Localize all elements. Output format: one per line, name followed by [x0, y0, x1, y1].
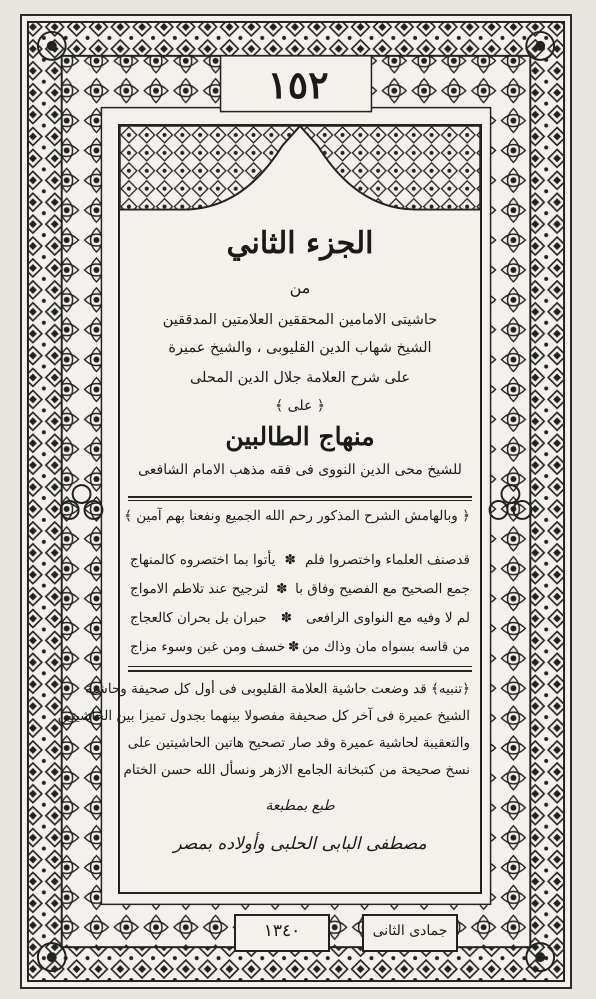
month-box: جمادى الثانى: [362, 914, 458, 952]
title-panel: [57, 124, 482, 894]
authors-line-2: الشيخ شهاب الدين القليوبى ، والشيخ عميرة: [168, 340, 432, 356]
verse-row: [130, 546, 470, 575]
verse-right: قدصنف العلماء واختصروا فلم: [304, 552, 470, 568]
editorial-note: [57, 676, 470, 784]
printed-by: طبع بمطبعة: [265, 798, 335, 814]
note-line: ﴿تنبيه﴾ قد وضعت حاشية العلامة القليوبى فى أول كل صحيفة وحاشية: [85, 681, 470, 697]
connector-ala: ﴿ على ﴾: [275, 398, 325, 414]
title-text: [57, 126, 480, 892]
divider: [128, 670, 472, 672]
verse-separator: ✽: [276, 581, 288, 597]
verse-separator: ✽: [280, 610, 293, 626]
page-number: ١٥٢: [267, 62, 329, 107]
connector-min: من: [289, 278, 311, 297]
verse-separator: ✽: [288, 639, 300, 655]
commentary-line: على شرح العلامة جلال الدين المحلى: [189, 370, 411, 386]
verse-row: [130, 575, 470, 604]
authors-line-1: حاشيتى الامامين المحققين العلامتين المدققين: [162, 312, 438, 328]
verse-row: [130, 604, 470, 633]
note-line: الشيخ عميرة فى آخر كل صحيفة مفصولا بينهما بجدول تميزا بين الحاشيتين: [57, 708, 470, 724]
book-title: الجزء الثاني: [226, 226, 374, 261]
divider: [128, 496, 472, 498]
divider: [128, 500, 472, 501]
main-work-title: منهاج الطالبين: [225, 422, 375, 451]
author-line: للشيخ محى الدين النووى فى فقه مذهب الامام الشافعى: [138, 462, 462, 478]
verse-left: خسف ومن غبن وسوء مزاج: [130, 639, 286, 655]
publisher: مصطفى البابى الحلبى وأولاده بمصر: [173, 834, 427, 854]
poem: [130, 546, 470, 662]
note-line: والتعقيبة لحاشية عميرة وقد صار تصحيح هاتين الحاشيتين على: [127, 735, 470, 751]
verse-left: لترجيح عند تلاطم الامواج: [130, 581, 269, 597]
title-page: [20, 14, 572, 989]
note-line: نسخ صحيحة من كتبخانة الجامع الازهر ونسأل الله حسن الختام: [123, 762, 470, 778]
verse-separator: ✽: [284, 552, 296, 568]
year-box: ١٣٤٠: [234, 914, 330, 952]
margin-note-line: ﴿ وبالهامش الشرح المذكور رحم الله الجميع ونفعنا بهم آمين ﴾: [124, 508, 470, 524]
verse-right: جمع الصحيح مع الفصيح وفاق با: [295, 581, 470, 597]
verse-right: لم لا وفيه مع النواوى الرافعى: [306, 610, 470, 626]
verse-left: يأتوا بما اختصروه كالمنهاج: [130, 552, 276, 568]
divider: [128, 666, 472, 667]
verse-row: [130, 633, 470, 662]
verse-left: حبران بل بحران كالعجاج: [130, 610, 267, 626]
verse-right: من قاسه بسواه مان وذاك من: [302, 639, 470, 655]
